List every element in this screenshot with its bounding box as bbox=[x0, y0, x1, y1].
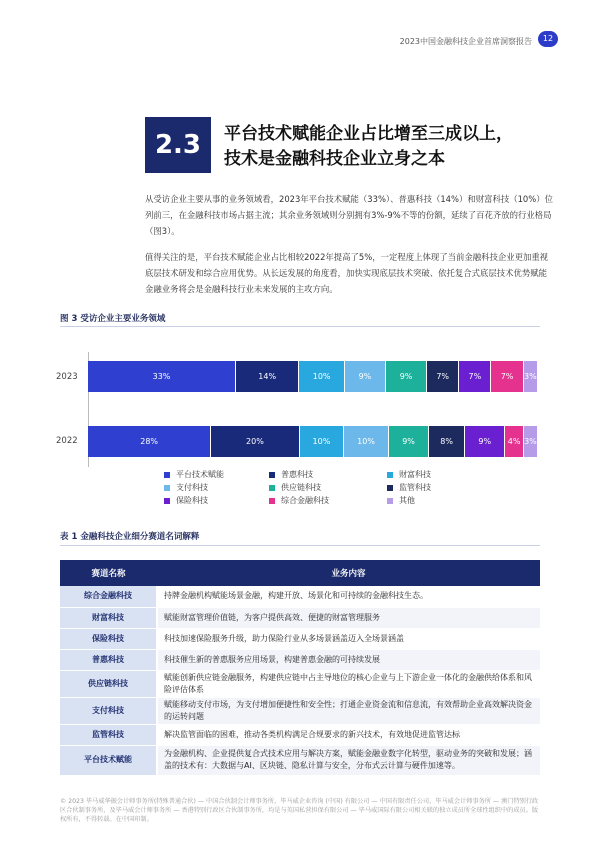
bar-segment-2022-7: 4% bbox=[505, 426, 523, 457]
legend-item bbox=[387, 482, 467, 493]
bar-segment-2023-7: 7% bbox=[491, 361, 523, 392]
legend-label: 监管科技 bbox=[399, 483, 431, 492]
bar-segment-2022-3: 10% bbox=[344, 426, 389, 457]
report-title: 2023中国金融科技企业首席洞察报告 bbox=[399, 37, 532, 46]
table-row bbox=[60, 607, 540, 628]
legend-item bbox=[269, 482, 387, 493]
track-name-cell: 保险科技 bbox=[60, 628, 157, 649]
track-content-cell: 为金融机构、企业提供复合式技术应用与解决方案，赋能金融业数字化转型，驱动业务的突破和发展；涵盖的技术有：大数据与AI、区块链、隐私计算与安全，分布式云计算与硬件加速等。 bbox=[157, 745, 540, 775]
track-content-cell: 持牌金融机构赋能场景金融，构建开放、场景化和可持续的金融科技生态。 bbox=[157, 586, 540, 607]
table-divider bbox=[60, 545, 540, 546]
paragraph-2: 值得关注的是，平台技术赋能企业占比相较2022年提高了5%，一定程度上体现了当前金融科技企业更加重视底层技术研发和综合应用优势。从长远发展的角度看，加快实现底层技术突破、依托复合式底层技术优势赋能金融业务将会是金融科技行业未来发展的主攻方向。 bbox=[145, 252, 549, 294]
paragraph-1: 从受访企业主要从事的业务领域看，2023年平台技术赋能（33%）、普惠科技（14%）和财富科技（10%）位列前三，在金融科技市场占据主流；其余业务领域则分别拥有3%-9%不等的份额，延续了百花齐放的行业格局（图3）。 bbox=[145, 194, 553, 236]
bar-segment-2023-6: 7% bbox=[459, 361, 491, 392]
track-content-cell: 赋能创新供应链金融服务，构建供应链中占主导地位的核心企业与上下游企业一体化的金融供给体系和风险评估体系 bbox=[157, 670, 540, 697]
legend-swatch bbox=[269, 472, 275, 478]
bar-segment-2023-2: 10% bbox=[299, 361, 345, 392]
col-header-name: 赛道名称 bbox=[60, 560, 157, 586]
table-row bbox=[60, 628, 540, 649]
track-content-cell: 赋能移动支付市场，为支付增加便捷性和安全性；打通企业资金流和信息流，有效帮助企业高效解决资金的运转问题 bbox=[157, 697, 540, 724]
track-content-cell: 赋能财富管理价值链，为客户提供高效、便捷的财富管理服务 bbox=[157, 607, 540, 628]
legend-item bbox=[164, 495, 269, 506]
bar-segment-2022-0: 28% bbox=[88, 426, 211, 457]
track-name-cell: 平台技术赋能 bbox=[60, 745, 157, 775]
legend-label: 保险科技 bbox=[176, 496, 208, 505]
track-name-cell: 普惠科技 bbox=[60, 649, 157, 670]
legend-swatch bbox=[387, 498, 393, 504]
legend-swatch bbox=[164, 498, 170, 504]
legend-label: 普惠科技 bbox=[281, 470, 313, 479]
bar-segment-2023-0: 33% bbox=[88, 361, 236, 392]
legend-swatch bbox=[387, 472, 393, 478]
bar-row-2022 bbox=[88, 426, 538, 457]
bar-segment-2022-2: 10% bbox=[300, 426, 345, 457]
bar-segment-2023-8: 3% bbox=[524, 361, 538, 392]
legend-swatch bbox=[387, 485, 393, 491]
section-title-line2: 技术是金融科技企业立身之本 bbox=[224, 149, 445, 169]
track-name-cell: 监管科技 bbox=[60, 724, 157, 745]
table-title: 表 1 金融科技企业细分赛道名词解释 bbox=[60, 532, 200, 542]
col-header-content: 业务内容 bbox=[157, 560, 540, 586]
legend-swatch bbox=[164, 472, 170, 478]
legend-label: 综合金融科技 bbox=[281, 496, 329, 505]
legend-swatch bbox=[164, 485, 170, 491]
table-row bbox=[60, 745, 540, 775]
legend-item bbox=[387, 495, 467, 506]
track-name-cell: 综合金融科技 bbox=[60, 586, 157, 607]
track-name-cell: 支付科技 bbox=[60, 697, 157, 724]
bar-segment-2022-5: 8% bbox=[429, 426, 465, 457]
legend-label: 供应链科技 bbox=[281, 483, 321, 492]
legend-item bbox=[387, 469, 467, 480]
figure-divider bbox=[60, 326, 540, 327]
page-number-badge: 12 bbox=[538, 31, 558, 47]
table-row bbox=[60, 670, 540, 697]
chart-legend bbox=[164, 469, 464, 506]
legend-item bbox=[269, 469, 387, 480]
bar-segment-2022-4: 9% bbox=[389, 426, 429, 457]
track-content-cell: 科技加速保险服务升级，助力保险行业从多场景涵盖迈入全场景涵盖 bbox=[157, 628, 540, 649]
track-name-cell: 财富科技 bbox=[60, 607, 157, 628]
legend-label: 平台技术赋能 bbox=[176, 470, 224, 479]
legend-label: 财富科技 bbox=[399, 470, 431, 479]
bar-segment-2023-3: 9% bbox=[345, 361, 386, 392]
legend-label: 其他 bbox=[399, 496, 415, 505]
copyright-footer: © 2023 毕马威华振会计师事务所(特殊普通合伙) — 中国合伙制会计师事务所，毕马威企业咨询 (中国) 有限公司 — 中国有限责任公司，毕马威会计师事务所 — 澳门特别行政区合伙制事务所，及毕马威会计师事务所 — 香港特别行政区合伙制事务所，均是与英国私营担保有限公司 — 毕马威国际有限公司相关联的独立成员所全球性组织中的成员。版权所有，不得转载。在中国印制。 bbox=[60, 798, 539, 823]
legend-item bbox=[164, 482, 269, 493]
section-number: 2.3 bbox=[145, 117, 211, 173]
category-label-2023: 2023 bbox=[56, 372, 78, 382]
bar-segment-2022-6: 9% bbox=[465, 426, 505, 457]
legend-label: 支付科技 bbox=[176, 483, 208, 492]
section-title-line1: 平台技术赋能企业占比增至三成以上， bbox=[224, 124, 513, 144]
legend-item bbox=[164, 469, 269, 480]
bar-segment-2022-1: 20% bbox=[211, 426, 299, 457]
figure-title: 图 3 受访企业主要业务领域 bbox=[60, 314, 166, 324]
bar-segment-2023-5: 7% bbox=[427, 361, 459, 392]
table-row bbox=[60, 586, 540, 607]
table-row bbox=[60, 649, 540, 670]
legend-swatch bbox=[269, 498, 275, 504]
category-label-2022: 2022 bbox=[56, 436, 78, 446]
bar-segment-2023-1: 14% bbox=[236, 361, 299, 392]
glossary-table bbox=[60, 560, 540, 776]
track-name-cell: 供应链科技 bbox=[60, 670, 157, 697]
bar-segment-2023-4: 9% bbox=[386, 361, 427, 392]
bar-segment-2022-8: 3% bbox=[524, 426, 538, 457]
bar-row-2023 bbox=[88, 361, 538, 392]
section-title bbox=[224, 122, 564, 172]
table-row bbox=[60, 697, 540, 724]
legend-swatch bbox=[269, 485, 275, 491]
track-content-cell: 科技催生新的普惠服务应用场景，构建普惠金融的可持续发展 bbox=[157, 649, 540, 670]
table-row bbox=[60, 724, 540, 745]
legend-item bbox=[269, 495, 387, 506]
track-content-cell: 解决监管面临的困难，推动各类机构满足合规要求的新兴技术，有效地促进监管达标 bbox=[157, 724, 540, 745]
